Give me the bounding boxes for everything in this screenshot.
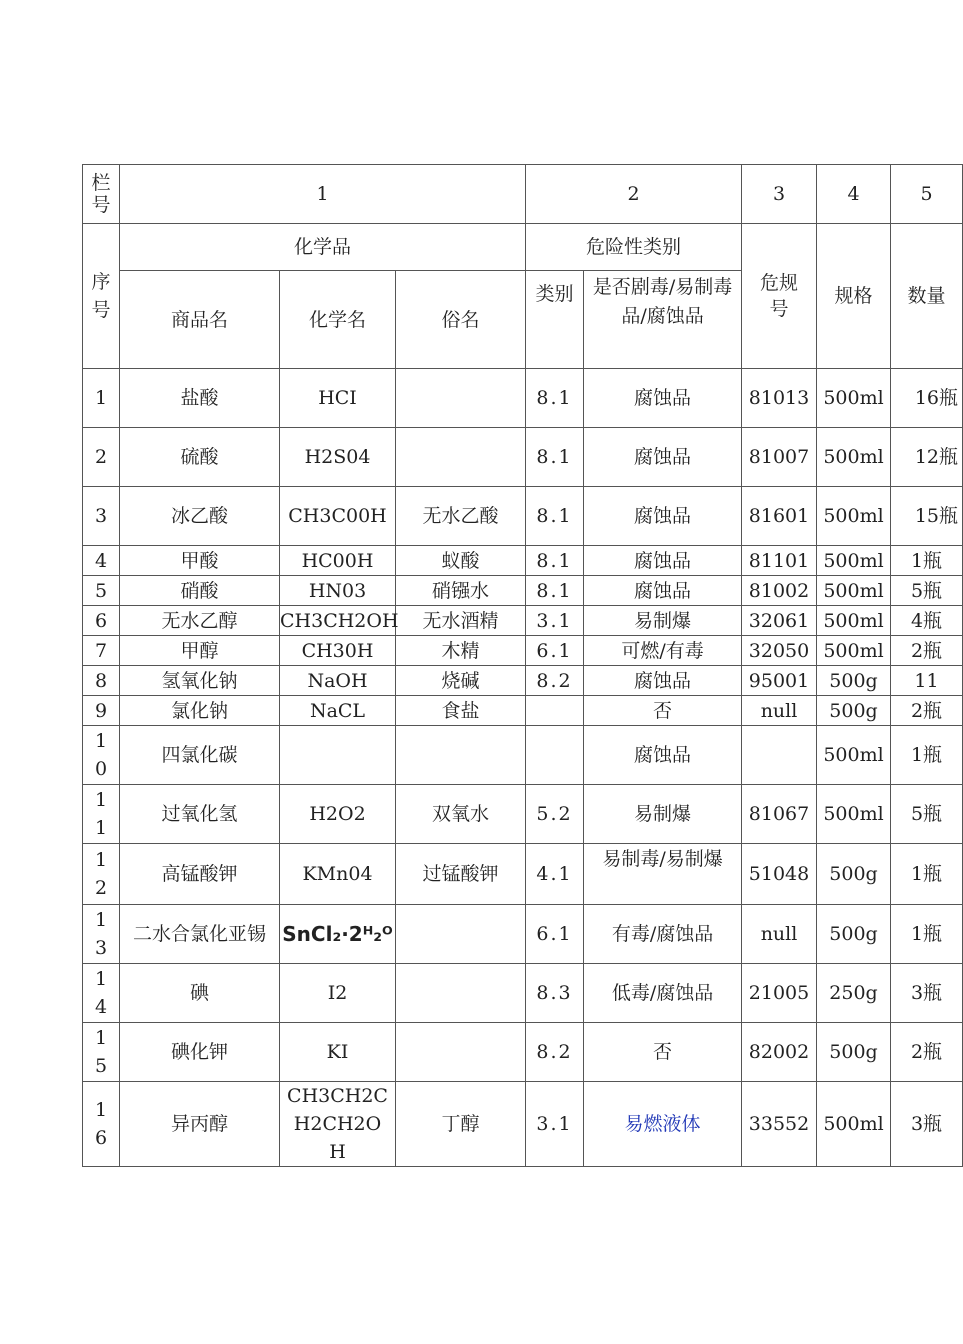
seq-cell: 2 — [83, 428, 120, 487]
hazard-group-header: 危险性类别 — [526, 224, 742, 271]
category-cell: 3.1 — [526, 1082, 584, 1167]
trade-name-cell: 硝酸 — [120, 576, 280, 606]
chem-name-cell: CH3CH2CH2CH2OH — [280, 1082, 396, 1167]
chem-name-cell: HC00H — [280, 546, 396, 576]
category-cell — [526, 696, 584, 726]
common-name-cell — [396, 428, 526, 487]
spec-cell: 500ml — [817, 428, 891, 487]
category-cell: 8.1 — [526, 546, 584, 576]
seq-cell: 3 — [83, 487, 120, 546]
hazard-code-cell: 81101 — [742, 546, 817, 576]
spec-cell: 500ml — [817, 1082, 891, 1167]
hazard-code-cell: 32050 — [742, 636, 817, 666]
hazard-code-cell: 32061 — [742, 606, 817, 636]
trade-name-cell: 甲醇 — [120, 636, 280, 666]
category-cell: 8.3 — [526, 964, 584, 1023]
hazard-code-cell: 81007 — [742, 428, 817, 487]
chem-name-cell: HCI — [280, 369, 396, 428]
category-cell: 8.2 — [526, 1023, 584, 1082]
table-row — [83, 964, 963, 1023]
toxic-flag-cell: 腐蚀品 — [584, 546, 742, 576]
toxic-flag-cell: 否 — [584, 1023, 742, 1082]
category-cell: 8.1 — [526, 576, 584, 606]
trade-name-cell: 甲酸 — [120, 546, 280, 576]
spec-cell: 500g — [817, 844, 891, 905]
table-row — [83, 369, 963, 428]
seq-cell: 12 — [83, 844, 120, 905]
category-cell: 5.2 — [526, 785, 584, 844]
chem-name-cell: KI — [280, 1023, 396, 1082]
trade-name-cell: 二水合氯化亚锡 — [120, 905, 280, 964]
chem-name-cell: H2S04 — [280, 428, 396, 487]
common-name-header: 俗名 — [396, 271, 526, 369]
quantity-cell: 1瓶 — [891, 546, 963, 576]
chem-name-cell: CH3C00H — [280, 487, 396, 546]
quantity-cell: 11 — [891, 666, 963, 696]
category-cell: 6.1 — [526, 636, 584, 666]
quantity-cell: 2瓶 — [891, 636, 963, 666]
quantity-cell: 1瓶 — [891, 844, 963, 905]
spec-cell: 500ml — [817, 369, 891, 428]
toxic-flag-header: 是否剧毒/易制毒品/腐蚀品 — [584, 271, 742, 369]
seq-cell: 13 — [83, 905, 120, 964]
chem-name-header: 化学名 — [280, 271, 396, 369]
seq-cell: 11 — [83, 785, 120, 844]
spec-cell: 500ml — [817, 487, 891, 546]
quantity-cell: 2瓶 — [891, 1023, 963, 1082]
seq-cell: 14 — [83, 964, 120, 1023]
hazard-code-cell: 21005 — [742, 964, 817, 1023]
spec-cell: 250g — [817, 964, 891, 1023]
chem-name-cell: SnCl₂·2ᴴ₂ᴼ — [280, 905, 396, 964]
table-row — [83, 487, 963, 546]
chem-name-cell: NaOH — [280, 666, 396, 696]
table-row — [83, 696, 963, 726]
spec-cell: 500ml — [817, 636, 891, 666]
table-row — [83, 546, 963, 576]
spec-cell: 500ml — [817, 606, 891, 636]
chemical-inventory-sheet — [82, 164, 963, 1167]
toxic-flag-cell: 腐蚀品 — [584, 487, 742, 546]
table-row — [83, 606, 963, 636]
common-name-cell: 木精 — [396, 636, 526, 666]
toxic-flag-cell: 腐蚀品 — [584, 428, 742, 487]
table-row — [83, 428, 963, 487]
spec-cell: 500ml — [817, 785, 891, 844]
seq-cell: 9 — [83, 696, 120, 726]
common-name-cell: 蚁酸 — [396, 546, 526, 576]
trade-name-cell: 硫酸 — [120, 428, 280, 487]
common-name-cell: 无水乙酸 — [396, 487, 526, 546]
common-name-cell: 食盐 — [396, 696, 526, 726]
chem-name-cell: H2O2 — [280, 785, 396, 844]
group-header-row — [83, 224, 963, 271]
toxic-flag-cell: 腐蚀品 — [584, 666, 742, 696]
seq-cell: 6 — [83, 606, 120, 636]
common-name-cell: 硝镪水 — [396, 576, 526, 606]
spec-header: 规格 — [817, 224, 891, 369]
table-row — [83, 1023, 963, 1082]
spec-cell: 500g — [817, 905, 891, 964]
quantity-cell: 16瓶 — [891, 369, 963, 428]
chem-name-cell — [280, 726, 396, 785]
table-body — [83, 369, 963, 1167]
category-cell: 8.2 — [526, 666, 584, 696]
chem-name-cell: HN03 — [280, 576, 396, 606]
table-row — [83, 666, 963, 696]
quantity-header: 数量 — [891, 224, 963, 369]
common-name-cell: 过锰酸钾 — [396, 844, 526, 905]
seq-cell: 16 — [83, 1082, 120, 1167]
toxic-flag-cell: 低毒/腐蚀品 — [584, 964, 742, 1023]
category-header: 类别 — [526, 271, 584, 369]
hazard-code-cell: 51048 — [742, 844, 817, 905]
spec-cell: 500ml — [817, 576, 891, 606]
quantity-cell: 15瓶 — [891, 487, 963, 546]
table-row — [83, 576, 963, 606]
spec-cell: 500g — [817, 696, 891, 726]
quantity-cell: 5瓶 — [891, 576, 963, 606]
quantity-cell: 3瓶 — [891, 964, 963, 1023]
hazard-code-cell: 81601 — [742, 487, 817, 546]
common-name-cell: 双氧水 — [396, 785, 526, 844]
toxic-flag-cell: 易燃液体 — [584, 1082, 742, 1167]
table-row — [83, 726, 963, 785]
seq-cell: 8 — [83, 666, 120, 696]
table-row — [83, 785, 963, 844]
col-number-5: 5 — [891, 165, 963, 224]
quantity-cell: 12瓶 — [891, 428, 963, 487]
quantity-cell: 1瓶 — [891, 905, 963, 964]
spec-cell: 500g — [817, 666, 891, 696]
toxic-flag-cell: 易制爆 — [584, 606, 742, 636]
seq-cell: 15 — [83, 1023, 120, 1082]
trade-name-cell: 盐酸 — [120, 369, 280, 428]
table-row — [83, 636, 963, 666]
chemical-inventory-table — [82, 164, 963, 1167]
table-row — [83, 844, 963, 905]
chem-name-cell: CH30H — [280, 636, 396, 666]
toxic-flag-cell: 可燃/有毒 — [584, 636, 742, 666]
hazard-code-cell — [742, 726, 817, 785]
trade-name-cell: 碘化钾 — [120, 1023, 280, 1082]
common-name-cell — [396, 964, 526, 1023]
toxic-flag-cell: 有毒/腐蚀品 — [584, 905, 742, 964]
toxic-flag-cell: 易制爆 — [584, 785, 742, 844]
quantity-cell: 2瓶 — [891, 696, 963, 726]
trade-name-cell: 氯化钠 — [120, 696, 280, 726]
hazard-code-cell: 81002 — [742, 576, 817, 606]
chem-name-cell: NaCL — [280, 696, 396, 726]
spec-cell: 500ml — [817, 726, 891, 785]
toxic-flag-cell: 腐蚀品 — [584, 369, 742, 428]
seq-cell: 1 — [83, 369, 120, 428]
seq-cell: 7 — [83, 636, 120, 666]
quantity-cell: 1瓶 — [891, 726, 963, 785]
category-cell: 8.1 — [526, 487, 584, 546]
category-cell: 6.1 — [526, 905, 584, 964]
common-name-cell: 丁醇 — [396, 1082, 526, 1167]
trade-name-cell: 异丙醇 — [120, 1082, 280, 1167]
common-name-cell — [396, 726, 526, 785]
hazard-code-cell: 81067 — [742, 785, 817, 844]
category-cell: 8.1 — [526, 428, 584, 487]
quantity-cell: 5瓶 — [891, 785, 963, 844]
toxic-flag-cell: 腐蚀品 — [584, 726, 742, 785]
trade-name-cell: 碘 — [120, 964, 280, 1023]
category-cell: 3.1 — [526, 606, 584, 636]
trade-name-cell: 四氯化碳 — [120, 726, 280, 785]
seq-cell: 5 — [83, 576, 120, 606]
seq-cell: 4 — [83, 546, 120, 576]
trade-name-header: 商品名 — [120, 271, 280, 369]
hazard-code-cell: 81013 — [742, 369, 817, 428]
seq-header: 序号 — [83, 224, 120, 369]
col-number-3: 3 — [742, 165, 817, 224]
spec-cell: 500ml — [817, 546, 891, 576]
quantity-cell: 3瓶 — [891, 1082, 963, 1167]
col-number-2: 2 — [526, 165, 742, 224]
col-number-1: 1 — [120, 165, 526, 224]
seq-cell: 10 — [83, 726, 120, 785]
common-name-cell: 烧碱 — [396, 666, 526, 696]
trade-name-cell: 高锰酸钾 — [120, 844, 280, 905]
hazard-code-cell: null — [742, 905, 817, 964]
hazard-code-cell: 82002 — [742, 1023, 817, 1082]
common-name-cell — [396, 905, 526, 964]
col-number-4: 4 — [817, 165, 891, 224]
table-row — [83, 905, 963, 964]
chem-name-cell: I2 — [280, 964, 396, 1023]
trade-name-cell: 无水乙醇 — [120, 606, 280, 636]
column-number-row — [83, 165, 963, 224]
toxic-flag-cell: 腐蚀品 — [584, 576, 742, 606]
trade-name-cell: 冰乙酸 — [120, 487, 280, 546]
table-row — [83, 1082, 963, 1167]
hazard-code-cell: 33552 — [742, 1082, 817, 1167]
chemical-group-header: 化学品 — [120, 224, 526, 271]
common-name-cell — [396, 369, 526, 428]
spec-cell: 500g — [817, 1023, 891, 1082]
hazard-code-header: 危规号 — [742, 224, 817, 369]
category-cell: 8.1 — [526, 369, 584, 428]
trade-name-cell: 氢氧化钠 — [120, 666, 280, 696]
quantity-cell: 4瓶 — [891, 606, 963, 636]
chem-name-cell: KMn04 — [280, 844, 396, 905]
category-cell: 4.1 — [526, 844, 584, 905]
common-name-cell: 无水酒精 — [396, 606, 526, 636]
toxic-flag-cell: 否 — [584, 696, 742, 726]
common-name-cell — [396, 1023, 526, 1082]
col-label-cell: 栏号 — [83, 165, 120, 224]
category-cell — [526, 726, 584, 785]
toxic-flag-cell: 易制毒/易制爆 — [584, 844, 742, 905]
hazard-code-cell: null — [742, 696, 817, 726]
chem-name-cell: CH3CH2OH — [280, 606, 396, 636]
hazard-code-cell: 95001 — [742, 666, 817, 696]
trade-name-cell: 过氧化氢 — [120, 785, 280, 844]
